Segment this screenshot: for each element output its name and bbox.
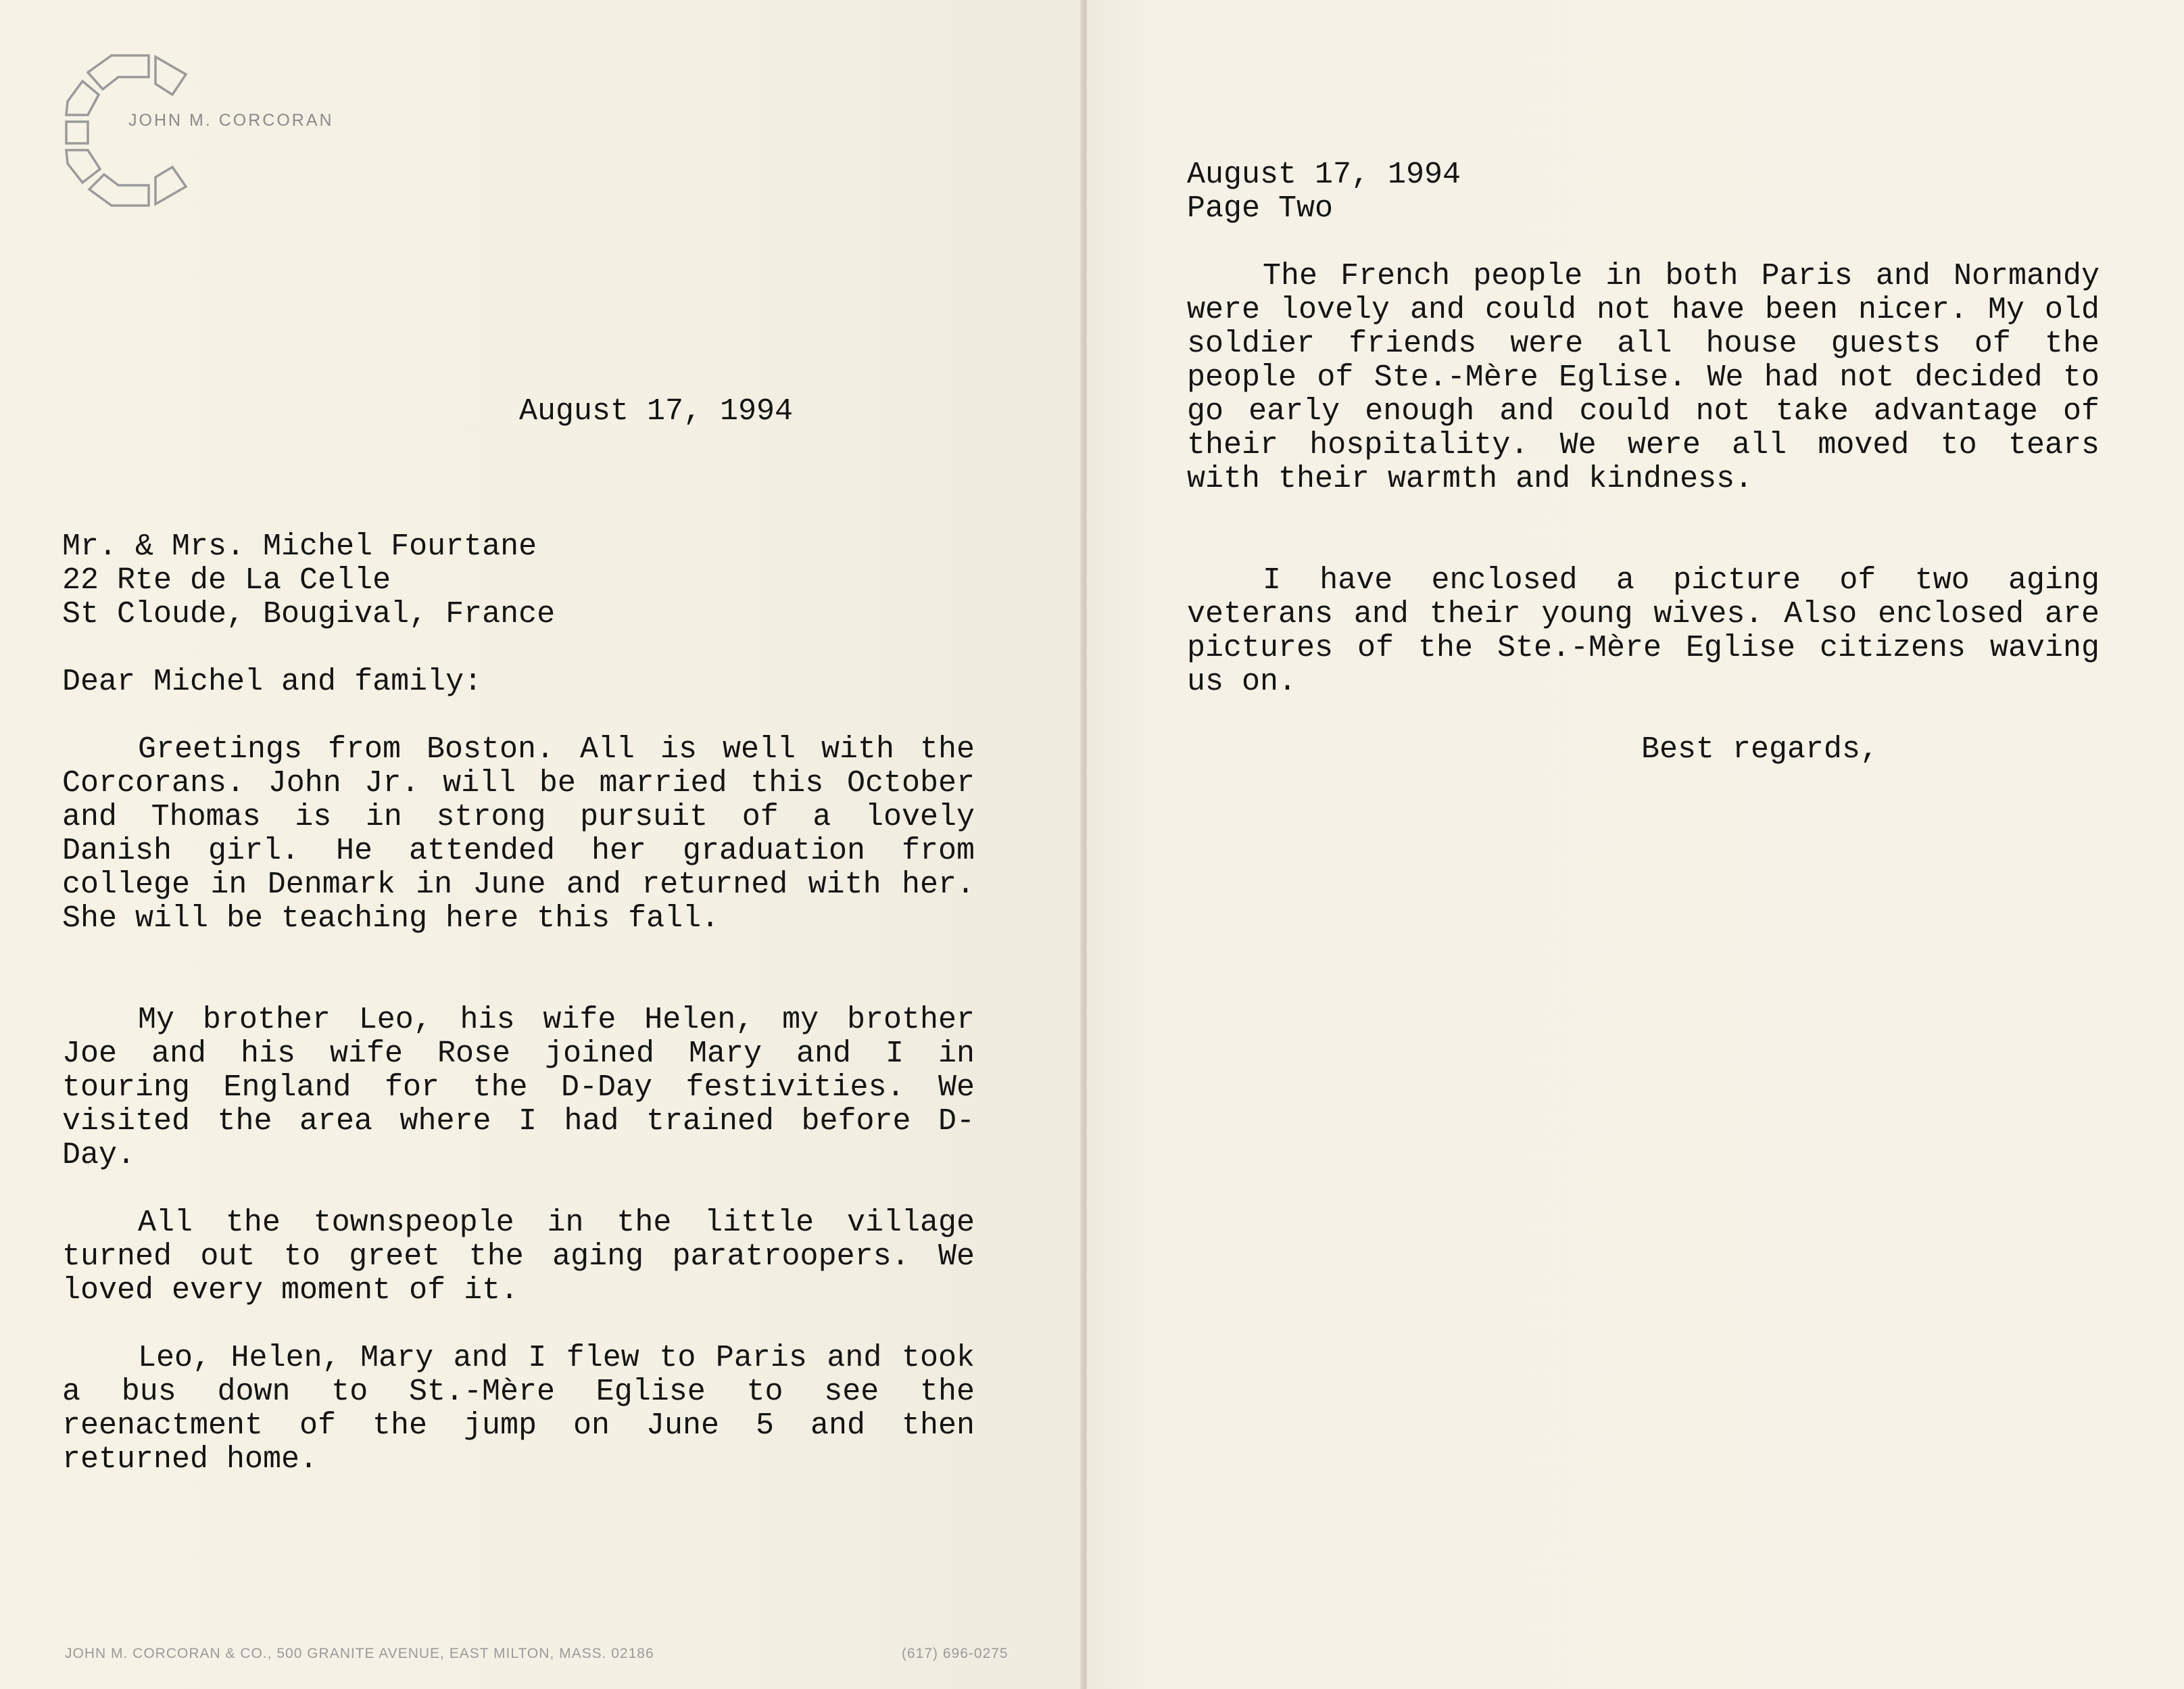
- letter-page-one: [0, 0, 1082, 1689]
- letter-date: August 17, 1994: [519, 394, 794, 429]
- letterhead-footer-address: JOHN M. CORCORAN & CO., 500 GRANITE AVENUE, EAST MILTON, MASS. 02186: [65, 1646, 654, 1661]
- recipient-name: Mr. & Mrs. Michel Fourtane: [62, 529, 537, 564]
- body-paragraph: My brother Leo, his wife Helen, my brother Joe and his wife Rose joined Mary and I in touring England for the D-Day festivities. We visited the area where I had trained before D-Day.: [62, 1003, 975, 1172]
- letterhead-name: JOHN M. CORCORAN: [128, 111, 334, 130]
- body-paragraph: The French people in both Paris and Normandy were lovely and could not have been nicer. My old soldier friends were all house guests of the people of Ste.-Mère Eglise. We had not decided to go early enough and could not take advantage of their hospitality. We were all moved to tears with their warmth and kindness.: [1187, 259, 2100, 496]
- recipient-street: 22 Rte de La Celle: [62, 563, 391, 598]
- body-paragraph: I have enclosed a picture of two aging veterans and their young wives. Also enclosed are pictures of the Ste.-Mère Eglise citizens waving us on.: [1187, 563, 2100, 699]
- salutation: Dear Michel and family:: [62, 665, 483, 699]
- letter-page-two: [1087, 0, 2184, 1689]
- body-paragraph: Leo, Helen, Mary and I flew to Paris and took a bus down to St.-Mère Eglise to see the reenactment of the jump on June 5 and then returned home.: [62, 1341, 975, 1477]
- recipient-city: St Cloude, Bougival, France: [62, 597, 556, 632]
- letterhead-footer-phone: (617) 696-0275: [902, 1646, 1009, 1661]
- body-paragraph: All the townspeople in the little village turned out to greet the aging paratroopers. We loved every moment of it.: [62, 1206, 975, 1308]
- page-two-label: Page Two: [1187, 191, 1334, 226]
- body-paragraph: Greetings from Boston. All is well with the Corcorans. John Jr. will be married this October and Thomas is in strong pursuit of a lovely Danish girl. He attended her graduation from college in Denmark in June and returned with her. She will be teaching here this fall.: [62, 732, 975, 936]
- page-two-date: August 17, 1994: [1187, 158, 1461, 192]
- closing: Best regards,: [1641, 732, 1879, 767]
